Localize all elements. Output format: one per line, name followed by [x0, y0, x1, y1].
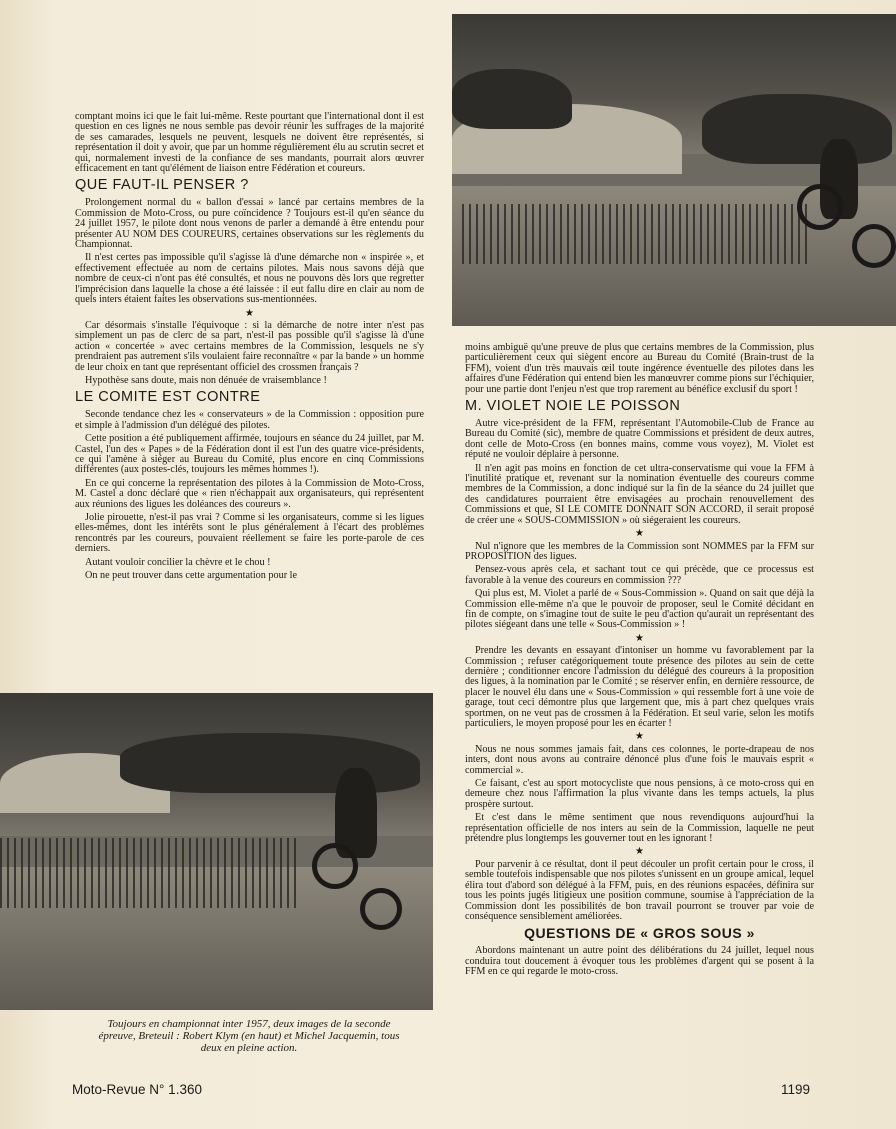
paragraph: Et c'est dans le même sentiment que nous revendiquons aujourd'hui la représentation officielle de nos inters au sein de la Commission, laquelle ne peut prétendre plus longtemps les gouverner tout en les ignorant !	[465, 812, 814, 845]
paragraph: Prolongement normal du « ballon d'essai » lancé par certains membres de la Commission de Moto-Cross, ou pure coïncidence ? Toujours est-il qu'en séance du 24 juillet 1957, le pilote dont nous venons de parler a demandé à être entendu pour présenter AU NOM DES COUREURS, certaines observations sur les règlements du Championnat.	[75, 197, 424, 251]
section-heading: M. VIOLET NOIE LE POISSON	[465, 398, 681, 415]
paragraph: moins ambiguë qu'une preuve de plus que certains membres de la Commission, plus particulièrement ceux qui siègent encore au Bureau du Comité (Brain-trust de la FFM), voient d'un très mauvais œil toute ingérence éventuelle des pilotes dans les affaires d'une Fédération qui entend bien les manœuvrer comme pions sur l'échiquier, pour une partie dont l'enjeu n'est que trop rarement au bénéfice exclusif du sport !	[465, 342, 814, 395]
star-divider: ★	[635, 846, 644, 858]
photo-caption: Toujours en championnat inter 1957, deux images de la seconde épreuve, Breteuil : Robert Klym (en haut) et Michel Jacquemin, tous deux en pleine action.	[98, 1018, 400, 1054]
paragraph: Pensez-vous après cela, et sachant tout ce qui précède, que ce processus est favorable à la venue des coureurs en commission ???	[465, 564, 814, 586]
paragraph: Prendre les devants en essayant d'intoniser un homme vu favorablement par la Commission ; refuser catégoriquement toute présence des pilotes au sein de cette dernière ; conditionner encore l'admission du délégué des coureurs à la proposition des ligues, à la nomination par le Comité ; se réserver enfin, en dernière ressource, de placer le nouvel élu dans une « Sous-Commission » qui ressemble fort à une voie de garage, tout ceci démontre plus que largement que, mis à part chez quelques vrais sportmen, on ne veut pas de crossmen à la Fédération. Et seul varie, selon les motifs particuliers, le moyen proposé pour les en écarter !	[465, 645, 814, 729]
paragraph: Qui plus est, M. Violet a parlé de « Sous-Commission ». Quand on sait que déjà la Commission elle-même n'a que le pouvoir de proposer, seul le Comité décidant en fin de compte, on s'imagine tout de suite le peu d'action qu'aurait un représentant des pilotes siégeant dans une telle « Sous-Commission » !	[465, 588, 814, 631]
photo-motocross-bottom	[0, 693, 433, 1010]
paragraph: Il n'est certes pas impossible qu'il s'agisse là d'une démarche non « inspirée », et effectivement effectuée au nom de certains pilotes. Mais nous savons déjà que nombre de ceux-ci n'ont pas été consultés, et nous ne pouvons dès lors que regretter l'imprécision dans laquelle la chose a été laissée : il eut fallu dire en clair au nom de quels inters étaient faites les observations sus-mentionnées.	[75, 252, 424, 306]
paragraph: Jolie pirouette, n'est-il pas vrai ? Comme si les organisateurs, comme si les ligues elles-mêmes, dont les intérêts sont le plus généralement à l'écart des problèmes rencontrés par les coureurs, pouvaient réellement se faire les porte-parole de ces derniers.	[75, 512, 424, 555]
paragraph: Nous ne nous sommes jamais fait, dans ces colonnes, le porte-drapeau de nos inters, dont nous avons au contraire dénoncé plus d'une fois le mauvais esprit « commercial ».	[465, 743, 814, 776]
footer-issue: Moto-Revue N° 1.360	[72, 1082, 202, 1097]
star-divider: ★	[635, 731, 644, 743]
left-column	[75, 112, 424, 584]
paragraph: Nul n'ignore que les membres de la Commission sont NOMMES par la FFM sur PROPOSITION des ligues.	[465, 540, 814, 562]
section-heading: QUE FAUT-IL PENSER ?	[75, 177, 249, 194]
star-divider: ★	[635, 528, 644, 540]
star-divider: ★	[635, 632, 644, 644]
paragraph: On ne peut trouver dans cette argumentation pour le	[85, 570, 297, 582]
photo-motocross-top	[452, 14, 896, 326]
section-heading: LE COMITE EST CONTRE	[75, 389, 261, 406]
paragraph: Car désormais s'installe l'équivoque : si la démarche de notre inter n'est pas simplement un pas de clerc de sa part, n'est-il pas possible qu'il s'agisse là d'une action « concertée » avec certains membres de la Commission, lesquels ne s'y prendraient pas autrement s'ils voulaient faire reconnaître « par la bande » un homme de leur choix en tant que représentant officiel des crossmen français ?	[75, 319, 424, 373]
paragraph: Il n'en agit pas moins en fonction de cet ultra-conservatisme qui voue la FFM à l'inutilité pratique et, revenant sur la nomination éventuelle des coureurs comme membres de la Commission, a donc indiqué sur la fin de la séance du 24 juillet que des candidatures pourraient être envisagées au prochain renouvellement des Commissions et que, SI LE COMITE DONNAIT SON ACCORD, il serait proposé de créer une « SOUS-COMMISSION » où siégeraient les coureurs.	[465, 462, 814, 526]
paragraph: En ce qui concerne la représentation des pilotes à la Commission de Moto-Cross, M. Castel a donc déclaré que « rien n'échappait aux organisateurs, qui représentent aux réunions des ligues les doléances des coureurs ».	[75, 477, 424, 510]
paragraph: Abordons maintenant un autre point des délibérations du 24 juillet, lequel nous conduira tout doucement à évoquer tous les problèmes d'argent qui se posent à la FFM en ce qui regarde le moto-cross.	[465, 945, 814, 978]
paragraph: Autant vouloir concilier la chèvre et le chou !	[85, 556, 271, 568]
page-number: 1199	[781, 1082, 811, 1097]
paragraph: Cette position a été publiquement affirmée, toujours en séance du 24 juillet, par M. Castel, l'un des « Papes » de la Fédération dont il est l'un des quatre vice-présidents, ce qui l'amène à siéger au Bureau du Comité, plus encore en cinq Commissions différentes (aux postes-clés, toujours les mêmes hommes !).	[75, 433, 424, 476]
paragraph: Hypothèse sans doute, mais non dénuée de vraisemblance !	[85, 374, 327, 386]
star-divider: ★	[245, 307, 254, 319]
section-heading: QUESTIONS DE « GROS SOUS »	[524, 925, 755, 942]
paragraph: Seconde tendance chez les « conservateurs » de la Commission : opposition pure et simple à l'admission d'un délégué des pilotes.	[75, 409, 424, 431]
paragraph: comptant moins ici que le fait lui-même. Reste pourtant que l'international dont il est question en ces lignes ne nous semble pas devoir réunir les suffrages de la majorité de ses camarades, lesquels ne peuvent, lesquels ne doivent être représentés, si représentation il doit y avoir, que par un homme régulièrement élu au scrutin secret et qui, normalement investi de la confiance de ses mandants, pourrait alors œuvrer efficacement en tant qu'élément de liaison entre Fédération et coureurs.	[75, 111, 424, 175]
paragraph: Pour parvenir à ce résultat, dont il peut découler un profit certain pour le cross, il semble toutefois indispensable que nos pilotes s'unissent en un groupe amical, lequel élira tout d'abord son délégué à la FFM, puis, en des réunions espacées, définira sur tous les points jugés litigieux une position commune, soumise à l'appréciation de la Commission dont les possibilités de bon travail pourront se trouver par voie de conséquence sensiblement améliorées.	[465, 858, 814, 922]
paragraph: Ce faisant, c'est au sport motocycliste que nous pensions, à ce moto-cross qui en demeure chez nous l'affirmation la plus vivante dans les temps actuels, la plus prospère surtout.	[465, 778, 814, 810]
paragraph: Autre vice-président de la FFM, représentant l'Automobile-Club de France au Bureau du Comité (sic), membre de quatre Commissions et président de deux autres, dont celle de Moto-Cross (en bonnes mains, comme vous voyez), M. Violet est réputé ne vouloir déplaire à personne.	[465, 418, 814, 461]
right-column	[465, 343, 814, 981]
